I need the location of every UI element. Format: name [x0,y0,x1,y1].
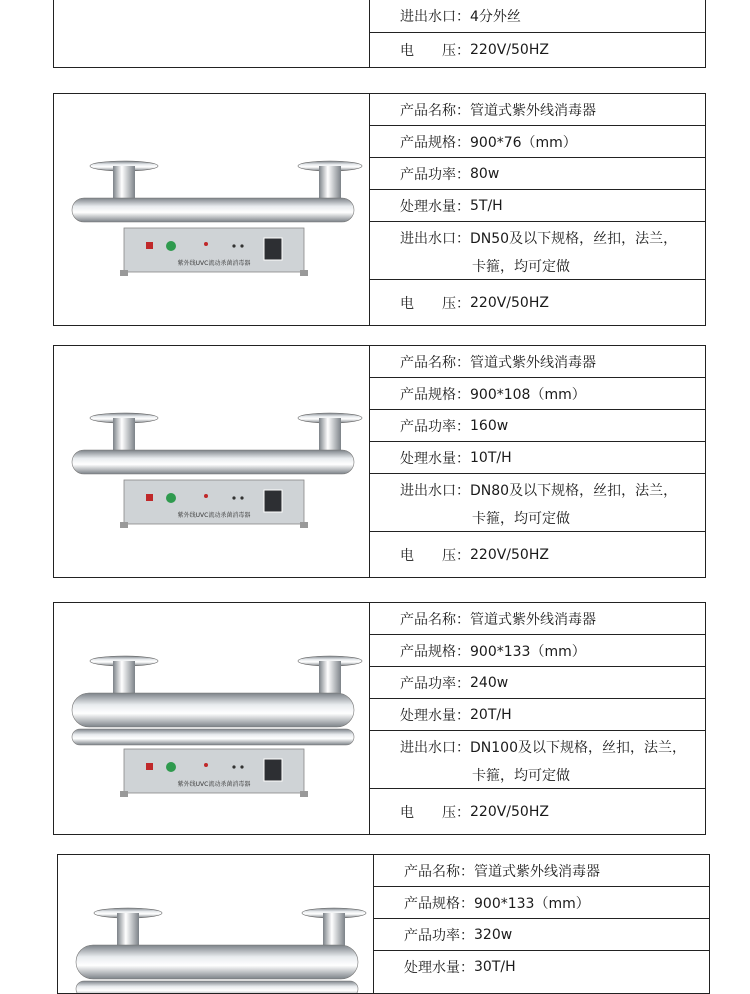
spec-value: 900*76（mm） [470,134,577,151]
spec-label: 产品功率 [400,166,456,183]
spec-value: 80w [470,165,500,182]
spec-label: 进出水口 [400,483,456,499]
spec-value: 10T/H [470,449,512,466]
spec-row-flow: 处理水量 ： 10T/H [370,442,705,474]
spec-row-port: 进出水口：DN80及以下规格，丝扣，法兰， 卡箍，均可定做 [370,474,705,532]
spec-label: 产品规格 [404,895,460,912]
spec-label: 产品功率 [400,675,456,692]
product-photo [54,603,370,834]
spec-value: 320w [474,926,513,943]
spec-table [374,855,709,993]
spec-table [370,603,705,834]
spec-row-power: 产品功率 ： 320w [374,919,709,951]
uv-sterilizer-illustration [54,346,370,577]
product-photo-area [54,0,370,67]
spec-row-name: 产品名称 ： 管道式紫外线消毒器 [374,855,709,887]
spec-value: 220V/50HZ [470,294,549,311]
spec-label: 电 压 [400,804,456,821]
spec-label: 处理水量 [404,960,460,976]
spec-value: 220V/50HZ [470,546,549,563]
spec-value-cont: 卡箍，均可定做 [472,259,570,275]
spec-label: 产品规格 [400,134,456,151]
spec-row-flow: 处理水量 ： 5T/H [370,190,705,222]
spec-value: 管道式紫外线消毒器 [470,611,596,628]
spec-row-power: 产品功率 ： 80w [370,158,705,190]
spec-value: 240w [470,674,509,691]
spec-row-name: 产品名称 ： 管道式紫外线消毒器 [370,346,705,378]
spec-row-port: 进出水口 ： 4分外丝 [370,0,705,33]
panel-label: 紫外线UVC流动杀菌消毒器 [177,781,251,788]
product-card [53,602,706,835]
spec-table [370,346,705,577]
spec-value: 30T/H [474,959,516,975]
product-card [53,345,706,578]
spec-row-name: 产品名称 ： 管道式紫外线消毒器 [370,94,705,126]
spec-label: 处理水量 [400,707,456,724]
spec-row-port: 进出水口：DN100及以下规格，丝扣，法兰， 卡箍，均可定做 [370,731,705,789]
spec-value: DN100及以下规格，丝扣，法兰， [470,740,686,756]
spec-value: 管道式紫外线消毒器 [470,354,596,371]
spec-value-cont: 卡箍，均可定做 [472,768,570,784]
spec-label: 电 压 [400,43,456,59]
spec-row-voltage: 电 压 ： 220V/50HZ [400,294,549,312]
product-photo [54,346,370,577]
spec-label: 产品名称 [400,611,456,628]
spec-label: 电 压 [400,295,456,312]
spec-label: 产品规格 [400,643,456,660]
product-card [53,93,706,326]
spec-value: 900*108（mm） [470,386,586,403]
spec-label: 产品名称 [400,354,456,371]
spec-row-size: 产品规格 ： 900*76（mm） [370,126,705,158]
spec-value: 900*133（mm） [470,643,586,660]
spec-row-size: 产品规格 ： 900*108（mm） [370,378,705,410]
product-card-partial [57,854,710,994]
spec-label: 处理水量 [400,450,456,467]
spec-value-cont: 卡箍，均可定做 [472,511,570,527]
spec-value: 900*133（mm） [474,895,590,912]
spec-label: 产品功率 [400,418,456,435]
panel-label: 紫外线UVC流动杀菌消毒器 [177,512,251,519]
spec-row-voltage: 电 压 ： 220V/50HZ [400,546,549,564]
spec-label: 产品规格 [400,386,456,403]
spec-label: 进出水口 [400,8,456,25]
spec-row-name: 产品名称 ： 管道式紫外线消毒器 [370,603,705,635]
spec-value: 管道式紫外线消毒器 [474,863,600,880]
spec-row-flow: 处理水量 ： 20T/H [370,699,705,731]
spec-row-power: 产品功率 ： 160w [370,410,705,442]
spec-table [370,94,705,325]
spec-label: 电 压 [400,547,456,564]
spec-row-flow: 处理水量 ： 30T/H [404,959,516,976]
spec-row-size: 产品规格 ： 900*133（mm） [374,887,709,919]
spec-value: 5T/H [470,197,503,214]
spec-row-power: 产品功率 ： 240w [370,667,705,699]
spec-label: 产品功率 [404,927,460,944]
spec-row-voltage: 电 压 ： 220V/50HZ [400,42,549,59]
spec-value: DN80及以下规格，丝扣，法兰， [470,483,678,499]
product-card-partial [53,0,706,68]
spec-value: DN50及以下规格，丝扣，法兰， [470,231,678,247]
uv-sterilizer-illustration [58,855,374,993]
panel-label: 紫外线UVC流动杀菌消毒器 [177,260,251,267]
spec-value: 220V/50HZ [470,803,549,820]
spec-label: 产品名称 [404,863,460,880]
uv-sterilizer-illustration [54,603,370,834]
spec-label: 产品名称 [400,102,456,119]
product-photo [58,855,374,993]
spec-row-size: 产品规格 ： 900*133（mm） [370,635,705,667]
spec-table [370,0,705,67]
spec-value: 4分外丝 [470,8,521,25]
spec-label: 处理水量 [400,198,456,215]
product-photo [54,94,370,325]
spec-row-port: 进出水口：DN50及以下规格，丝扣，法兰， 卡箍，均可定做 [370,222,705,280]
uv-sterilizer-illustration [54,94,370,325]
spec-label: 进出水口 [400,740,456,756]
spec-value: 160w [470,417,509,434]
spec-label: 进出水口 [400,231,456,247]
spec-value: 220V/50HZ [470,42,549,58]
spec-row-voltage: 电 压 ： 220V/50HZ [400,803,549,821]
spec-value: 20T/H [470,706,512,723]
spec-value: 管道式紫外线消毒器 [470,102,596,119]
